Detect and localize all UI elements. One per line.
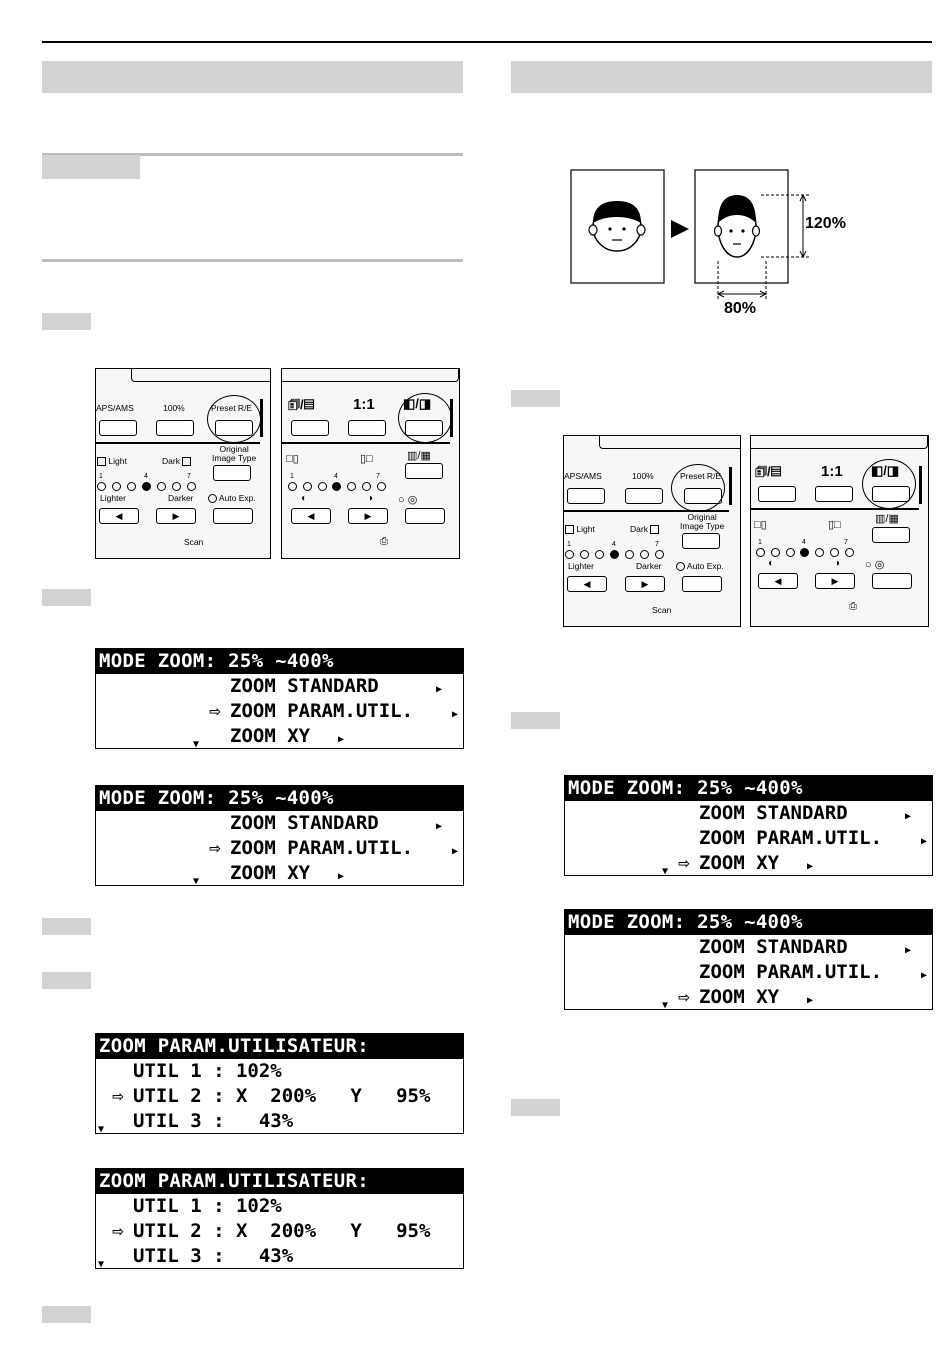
lcd-scroll-down-icon: ▼ xyxy=(193,739,200,749)
lcd-row-util-1: UTIL 1 : 102% xyxy=(133,1060,282,1082)
width-percent-label: 80% xyxy=(724,300,757,317)
duplex-button[interactable] xyxy=(758,486,796,502)
lighter-label: Lighter xyxy=(568,561,594,571)
auto-exp-button[interactable] xyxy=(213,508,253,524)
eco-icon: ○ ◎ xyxy=(398,494,418,506)
eco-icon: ○ ◎ xyxy=(865,559,885,571)
margin-dark-icon: ◗ xyxy=(835,558,842,569)
dark-indicator: Dark xyxy=(630,524,659,534)
lcd-zoom-mode-1: MODE ZOOM: 25% ~400% ZOOM STANDARD ▶ ⇨ ZOOM PARAM.UTIL. ▶ ▼ ZOOM XY ▶ xyxy=(95,648,464,749)
lcd-cursor-arrow: ⇨ xyxy=(678,986,690,1008)
decrease-button[interactable]: ◀ xyxy=(758,573,798,589)
control-panel-right-b xyxy=(750,435,930,628)
highlight-circle xyxy=(207,395,261,443)
lcd-scroll-down-icon: ▼ xyxy=(662,1000,669,1010)
step-3-marker xyxy=(42,918,91,935)
auto-exp-label: Auto Exp. xyxy=(208,493,256,503)
lcd-row-util-1: UTIL 1 : 102% xyxy=(133,1195,282,1217)
lcd-scroll-down-icon: ▼ xyxy=(193,876,200,886)
scan-label: Scan xyxy=(184,537,204,547)
lcd-header: MODE ZOOM: 25% ~400% xyxy=(565,776,932,801)
duplex-button[interactable] xyxy=(291,420,329,436)
scale-1: 1 xyxy=(99,473,103,480)
increase-button[interactable]: ▶ xyxy=(815,573,855,589)
border-erase-icon: ▥/▦ xyxy=(407,450,431,462)
100-percent-label: 100% xyxy=(632,471,654,481)
aps-ams-label: APS/AMS xyxy=(96,403,134,413)
lighter-label: Lighter xyxy=(100,493,126,503)
lighter-button[interactable]: ◀ xyxy=(567,576,607,592)
lcd-scroll-down-icon: ▼ xyxy=(98,1259,105,1269)
margin-left-icon: □▯ xyxy=(286,453,299,465)
lcd-header: ZOOM PARAM.UTILISATEUR: xyxy=(96,1169,463,1194)
original-image-type-button[interactable] xyxy=(682,533,720,549)
lcd-cursor-arrow: ⇨ xyxy=(112,1220,124,1242)
lcd-row-zoom-xy: ZOOM XY xyxy=(230,862,311,884)
lcd-user-zoom-2 xyxy=(95,1168,464,1269)
dark-indicator: Dark xyxy=(162,456,191,466)
lcd-row-param-util: ZOOM PARAM.UTIL. xyxy=(230,700,414,722)
decrease-button[interactable]: ◀ xyxy=(291,508,331,524)
100-percent-button[interactable] xyxy=(156,420,194,436)
lcd-cursor-arrow: ⇨ xyxy=(678,852,690,874)
border-erase-icon: ▥/▦ xyxy=(875,513,899,525)
lcd-header: MODE ZOOM: 25% ~400% xyxy=(96,649,463,674)
highlight-circle xyxy=(398,393,452,443)
aps-ams-button[interactable] xyxy=(567,488,605,504)
original-image-type-label: Original Image Type xyxy=(680,512,725,531)
lcd-row-util-2: UTIL 2 : X 200% Y 95% xyxy=(133,1085,431,1107)
control-panel-left-a xyxy=(95,368,272,560)
lcd-zoom-xy-1: MODE ZOOM: 25% ~400% ZOOM STANDARD ▶ ZOOM PARAM.UTIL. ▶ ▼ ⇨ ZOOM XY ▶ xyxy=(564,775,933,876)
lcd-row-zoom-xy: ZOOM XY xyxy=(699,986,780,1008)
control-panel-right-a xyxy=(281,368,461,560)
lcd-header: MODE ZOOM: 25% ~400% xyxy=(565,910,932,935)
scale-7: 7 xyxy=(655,541,659,548)
right-section-title-band xyxy=(511,61,932,93)
duplex-mode-icon: ◧/◨ xyxy=(403,396,432,411)
auto-exp-label: Auto Exp. xyxy=(676,561,724,571)
darker-button[interactable]: ▶ xyxy=(625,576,665,592)
preset-re-label: Preset R/E xyxy=(680,471,722,481)
duplex-mode-icon: ◧/◨ xyxy=(871,463,900,478)
1-to-1-button[interactable] xyxy=(348,420,386,436)
printer-icon: ⎙ xyxy=(849,601,857,612)
1-to-1-label: 1:1 xyxy=(821,463,843,480)
margin-light-icon: ◖ xyxy=(767,558,774,569)
scale-4: 4 xyxy=(612,541,616,548)
scale-4: 4 xyxy=(334,473,338,480)
lcd-row-util-2: UTIL 2 : X 200% Y 95% xyxy=(133,1220,431,1242)
lcd-row-standard: ZOOM STANDARD xyxy=(230,675,379,697)
border-erase-button[interactable] xyxy=(872,527,910,543)
step-2-marker xyxy=(42,589,91,606)
control-panel-left-b xyxy=(563,435,742,628)
lcd-header: ZOOM PARAM.UTILISATEUR: xyxy=(96,1034,463,1059)
note-label-band xyxy=(42,155,140,179)
eco-button[interactable] xyxy=(405,508,445,524)
left-section-title-band xyxy=(42,61,463,93)
light-indicator: Light xyxy=(565,524,595,534)
lcd-row-standard: ZOOM STANDARD xyxy=(230,812,379,834)
margin-dark-icon: ◗ xyxy=(368,493,375,504)
step-4-marker xyxy=(42,972,91,989)
lcd-scroll-down-icon: ▼ xyxy=(662,866,669,876)
note-rule-bottom xyxy=(42,259,463,262)
scale-4: 4 xyxy=(802,539,806,546)
scale-7: 7 xyxy=(376,473,380,480)
aps-ams-button[interactable] xyxy=(99,420,137,436)
header-rule xyxy=(42,41,932,43)
lcd-row-zoom-xy: ZOOM XY xyxy=(699,852,780,874)
lcd-user-zoom-1 xyxy=(95,1033,464,1134)
lcd-scroll-down-icon: ▼ xyxy=(98,1124,105,1134)
arrow-right-icon xyxy=(671,220,689,238)
original-image-type-button[interactable] xyxy=(213,465,251,481)
1-to-1-label: 1:1 xyxy=(353,396,375,413)
scale-4: 4 xyxy=(144,473,148,480)
margin-right-icon: ▯□ xyxy=(828,519,841,531)
margin-left-icon: □▯ xyxy=(754,519,767,531)
preset-re-label: Preset R/E xyxy=(211,403,253,413)
auto-exp-button[interactable] xyxy=(682,576,722,592)
scale-7: 7 xyxy=(187,473,191,480)
scale-7: 7 xyxy=(844,539,848,546)
100-percent-button[interactable] xyxy=(625,488,663,504)
lcd-row-param-util: ZOOM PARAM.UTIL. xyxy=(699,827,883,849)
eco-button[interactable] xyxy=(872,573,912,589)
step-1-marker-right xyxy=(511,390,560,407)
border-erase-button[interactable] xyxy=(405,463,443,479)
1-to-1-button[interactable] xyxy=(815,486,853,502)
lcd-row-util-3: UTIL 3 : 43% xyxy=(133,1110,294,1132)
lcd-cursor-arrow: ⇨ xyxy=(112,1085,124,1107)
lcd-row-zoom-xy: ZOOM XY xyxy=(230,725,311,747)
step-3-marker-right xyxy=(511,1099,560,1116)
lcd-row-param-util: ZOOM PARAM.UTIL. xyxy=(230,837,414,859)
lcd-row-standard: ZOOM STANDARD xyxy=(699,936,848,958)
100-percent-label: 100% xyxy=(163,403,185,413)
darker-label: Darker xyxy=(168,493,194,503)
xy-zoom-illustration xyxy=(565,165,865,320)
darker-label: Darker xyxy=(636,561,662,571)
lighter-button[interactable]: ◀ xyxy=(99,508,139,524)
darker-button[interactable]: ▶ xyxy=(156,508,196,524)
light-indicator: Light xyxy=(97,456,127,466)
margin-right-icon: ▯□ xyxy=(360,453,373,465)
lcd-zoom-mode-2: MODE ZOOM: 25% ~400% ZOOM STANDARD ▶ ⇨ ZOOM PARAM.UTIL. ▶ ▼ ZOOM XY ▶ xyxy=(95,785,464,886)
step-2-marker-right xyxy=(511,712,560,729)
scale-1: 1 xyxy=(567,541,571,548)
duplex-icon: 🗊/▤ xyxy=(755,464,782,479)
highlight-circle xyxy=(862,459,916,509)
lcd-row-util-3: UTIL 3 : 43% xyxy=(133,1245,294,1267)
aps-ams-label: APS/AMS xyxy=(564,471,602,481)
lcd-row-standard: ZOOM STANDARD xyxy=(699,802,848,824)
scale-1: 1 xyxy=(758,539,762,546)
duplex-icon: 🗊/▤ xyxy=(288,397,315,412)
step-1-marker xyxy=(42,313,91,330)
highlight-circle xyxy=(671,464,725,512)
margin-light-icon: ◖ xyxy=(300,493,307,504)
scan-label: Scan xyxy=(652,605,672,615)
height-percent-label: 120% xyxy=(805,215,846,232)
lcd-cursor-arrow: ⇨ xyxy=(209,837,221,859)
lcd-cursor-arrow: ⇨ xyxy=(209,700,221,722)
increase-button[interactable]: ▶ xyxy=(348,508,388,524)
lcd-header: MODE ZOOM: 25% ~400% xyxy=(96,786,463,811)
lcd-zoom-xy-2: MODE ZOOM: 25% ~400% ZOOM STANDARD ▶ ZOOM PARAM.UTIL. ▶ ▼ ⇨ ZOOM XY ▶ xyxy=(564,909,933,1010)
lcd-row-param-util: ZOOM PARAM.UTIL. xyxy=(699,961,883,983)
original-image-type-label: Original Image Type xyxy=(212,444,257,463)
scale-1: 1 xyxy=(290,473,294,480)
step-5-marker xyxy=(42,1306,91,1323)
printer-icon: ⎙ xyxy=(380,536,388,547)
